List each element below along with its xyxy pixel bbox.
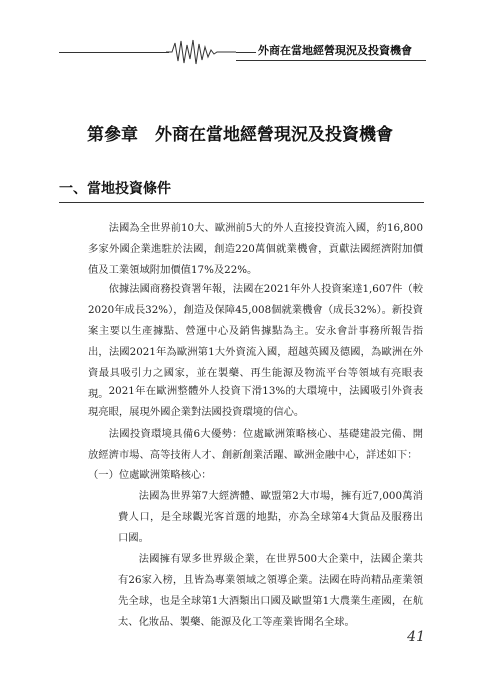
header-rule-under-title [236, 60, 426, 61]
header-rule-middle [236, 52, 256, 53]
chapter-title: 第參章 外商在當地經營現況及投資機會 [87, 125, 393, 145]
header-rule-left [59, 52, 169, 53]
section-heading: 一、當地投資條件 [59, 181, 171, 197]
body-paragraph: 依據法國商務投資署年報，法國在2021年外人投資案達1,607件（較2020年成長32%），創造及保障45,008個就業機會（成長32%）。新投資案主要以生產據點、營運中心及銷售據點為主。安永會計事務所報告指出，法國2021年為歐洲第1大外資流入國，超越英國及德國，為歐洲在外資最具吸引力之國家，並在製藥、再生能源及物流平台等領域有亮眼表現。 [88, 283, 423, 400]
sub-paragraph: 法國擁有眾多世界級企業，在世界500大企業中，法國企業共有26家入榜，且皆為專業領域之領導企業。法國在時尚精品產業領先全球，也是全球第1大酒類出口國及歐盟第1大農業生產國，在航太、化妝品、製藥、能源及化工等產業皆聞名全球。 [118, 553, 423, 628]
list-item-heading: （一）位處歐洲策略核心： [88, 469, 212, 481]
running-header-title: 外商在當地經營現況及投資機會 [258, 44, 412, 57]
pulse-wave-icon [166, 38, 236, 66]
section-rule [59, 202, 424, 203]
body-paragraph: 法國投資環境具備6大優勢：位處歐洲策略核心、基礎建設完備、開放經濟市場、高等技術人才、創新創業活躍、歐洲金融中心，詳述如下： [88, 428, 423, 461]
page-number: 41 [407, 629, 425, 645]
sub-paragraph: 法國為世界第7大經濟體、歐盟第2大市場，擁有近7,000萬消費人口，是全球觀光客首選的地點，亦為全球第4大貨品及服務出口國。 [118, 490, 423, 544]
body-paragraph: 法國為全世界前10大、歐洲前5大的外人直接投資流入國，約16,800多家外國企業進駐於法國，創造220萬個就業機會，貢獻法國經濟附加價值及工業領域附加價值17%及22%。 [88, 222, 423, 276]
body-paragraph: 2021年在歐洲整體外人投資下滑13%的大環境中，法國吸引外資表現亮眼，展現外國企業對法國投資環境的信心。 [88, 385, 423, 418]
